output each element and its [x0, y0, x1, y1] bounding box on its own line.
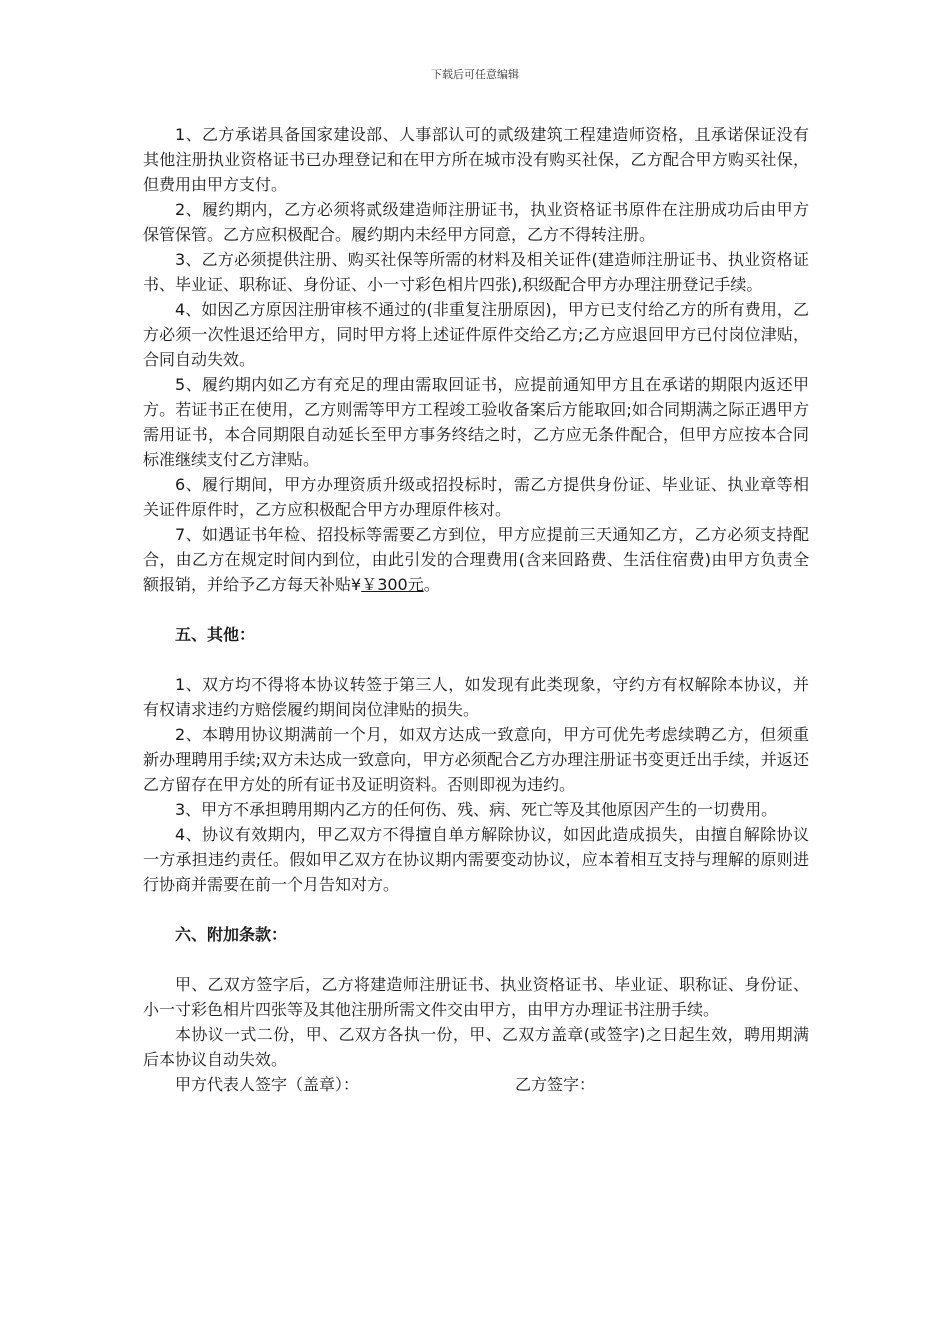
- clause-paragraph: [143, 522, 809, 597]
- clause-7-suffix: 。: [423, 575, 440, 594]
- clause-paragraph: 本协议一式二份，甲、乙双方各执一份，甲、乙双方盖章(或签字)之日起生效，聘用期满后本协议自动失效。: [143, 1025, 809, 1069]
- clause-paragraph: 4、协议有效期内，甲乙双方不得擅自单方解除协议，如因此造成损失，由擅自解除协议一方承担违约责任。假如甲乙双方在协议期内需要变动协议，应本着相互支持与理解的原则进行协商并需要在前一个月告知对方。: [143, 825, 809, 894]
- clause-paragraph: 3、乙方必须提供注册、购买社保等所需的材料及相关证件(建造师注册证书、执业资格证书、毕业证、职称证、身份证、小一寸彩色相片四张),积级配合甲方办理注册登记手续。: [143, 250, 809, 294]
- party-b-signature-label: 乙方签字：: [515, 1075, 596, 1094]
- section-heading-additional: 六、附加条款：: [175, 925, 288, 944]
- clause-7-text: 7、如遇证书年检、招投标等需要乙方到位，甲方应提前三天通知乙方，乙方必须支持配合，由乙方在规定时间内到位，由此引发的合理费用(含来回路费、生活住宿费)由甲方负责全额报销，并给予乙方每天补贴¥: [143, 525, 809, 594]
- daily-allowance-amount: ￥300元: [361, 575, 424, 594]
- party-a-signature-label: 甲方代表人签字（盖章）：: [175, 1075, 360, 1094]
- clause-paragraph: 5、履约期内如乙方有充足的理由需取回证书，应提前通知甲方且在承诺的期限内返还甲方。若证书正在使用，乙方则需等甲方工程竣工验收备案后方能取回;如合同期满之际正遇甲方需用证书，本合同期限自动延长至甲方事务终结之时，乙方应无条件配合，但甲方应按本合同标准继续支付乙方津贴。: [143, 375, 809, 469]
- clause-paragraph: 1、双方均不得将本协议转签于第三人，如发现有此类现象，守约方有权解除本协议，并有权请求违约方赔偿履约期间岗位津贴的损失。: [143, 675, 809, 719]
- clause-paragraph: 甲、乙双方签字后，乙方将建造师注册证书、执业资格证书、毕业证、职称证、身份证、小一寸彩色相片四张等及其他注册所需文件交由甲方，由甲方办理证书注册手续。: [143, 975, 809, 1019]
- clause-paragraph: 4、如因乙方原因注册审核不通过的(非重复注册原因)，甲方已支付给乙方的所有费用，乙方必须一次性退还给甲方，同时甲方将上述证件原件交给乙方;乙方应退回甲方已付岗位津贴，合同自动失效。: [143, 300, 809, 369]
- document-body: [143, 122, 809, 1097]
- section-heading-other: 五、其他：: [175, 625, 256, 644]
- clause-paragraph: 3、甲方不承担聘用期内乙方的任何伤、残、病、死亡等及其他原因产生的一切费用。: [175, 800, 778, 819]
- clause-paragraph: 6、履行期间，甲方办理资质升级或招投标时，需乙方提供身份证、毕业证、执业章等相关证件原件时，乙方应积极配合甲方办理原件核对。: [143, 475, 809, 519]
- page-header: 下载后可任意编辑: [431, 68, 519, 81]
- clause-paragraph: 2、履约期内，乙方必须将贰级建造师注册证书，执业资格证书原件在注册成功后由甲方保管保管。乙方应积极配合。履约期内未经甲方同意，乙方不得转注册。: [143, 200, 809, 244]
- clause-paragraph: 2、本聘用协议期满前一个月，如双方达成一致意向，甲方可优先考虑续聘乙方，但须重新办理聘用手续;双方未达成一致意向，甲方必须配合乙方办理注册证书变更迁出手续，并返还乙方留存在甲方处的所有证书及证明资料。否则即视为违约。: [143, 725, 809, 794]
- clause-paragraph: 1、乙方承诺具备国家建设部、人事部认可的贰级建筑工程建造师资格，且承诺保证没有其他注册执业资格证书已办理登记和在甲方所在城市没有购买社保，乙方配合甲方购买社保，但费用由甲方支付。: [143, 125, 809, 194]
- signature-row: [143, 1072, 809, 1097]
